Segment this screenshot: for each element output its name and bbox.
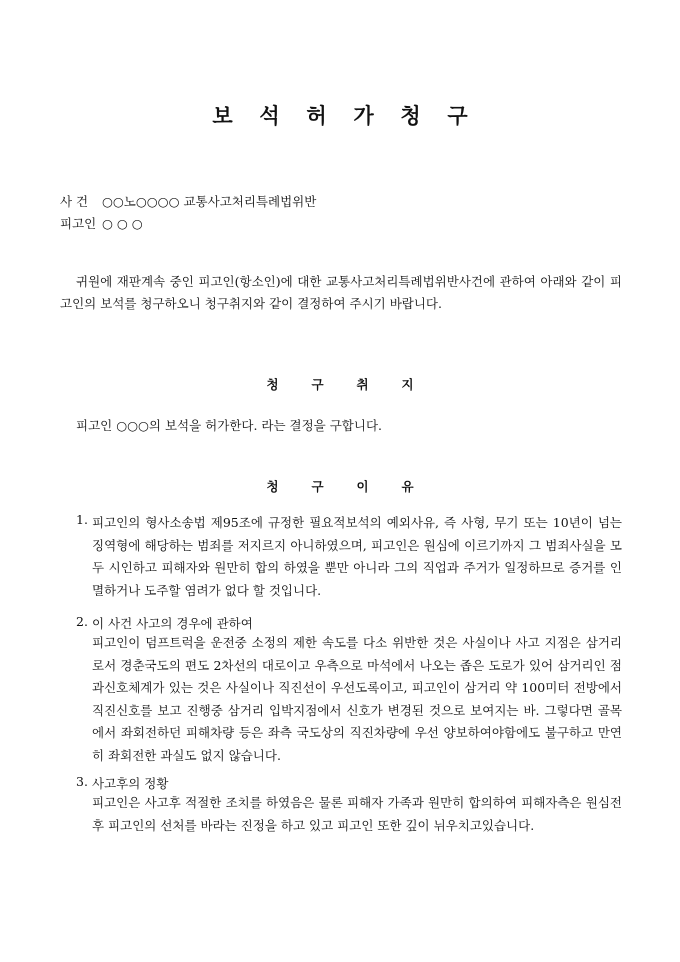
case-label: 사 건 xyxy=(60,194,89,209)
heading-char: 구 xyxy=(311,377,324,392)
title-char: 보 xyxy=(212,103,233,128)
title-char: 구 xyxy=(447,103,468,128)
reason-number: 2. xyxy=(76,614,88,629)
reason-item-1 xyxy=(76,512,622,602)
heading-char: 취 xyxy=(356,377,369,392)
reason-item-2 xyxy=(76,614,622,767)
title-char: 허 xyxy=(306,103,327,128)
purpose-heading xyxy=(0,375,680,393)
intro-paragraph: 귀원에 재판계속 중인 피고인(항소인)에 대한 교통사고처리특례법위반사건에 관하여 아래와 같이 피고인의 보석를 청구하오니 청구취지와 같이 결정하여 주시기 바랍니다. xyxy=(60,274,622,311)
heading-char: 유 xyxy=(401,479,414,494)
defendant-label: 피고인 xyxy=(60,216,97,231)
title-char: 가 xyxy=(353,103,374,128)
reason-text: 피고인의 형사소송법 제95조에 규정한 필요적보석의 예외사유, 즉 사형, 무기 또는 10년이 넘는 징역형에 해당하는 범죄를 저지르지 아니하였으며, 피고인은 원심에 이르기까지 그 범죄사실을 모두 시인하고 피해자와 원만히 합의 하였을 뿐만 아니라 그의 직업과 주거가 일정하므로 증거를 인멸하거나 도주할 염려가 없다 할 것입니다. xyxy=(92,515,622,598)
case-value: ○○노○○○○ 교통사고처리특례법위반 xyxy=(101,194,317,209)
title-char: 석 xyxy=(259,103,280,128)
heading-char: 청 xyxy=(266,377,279,392)
case-line xyxy=(60,193,316,211)
reason-item-3 xyxy=(76,774,622,837)
defendant-value: ○ ○ ○ xyxy=(101,216,143,231)
heading-char: 지 xyxy=(401,377,414,392)
reason-title: 사고후의 정황 xyxy=(92,776,169,791)
document-title xyxy=(0,100,680,130)
defendant-line xyxy=(60,215,143,233)
purpose-text: 피고인 ○○○의 보석을 허가한다. 라는 결정을 구합니다. xyxy=(76,418,383,433)
title-char: 청 xyxy=(400,103,421,128)
reason-text: 피고인이 덤프트럭을 운전중 소정의 제한 속도를 다소 위반한 것은 사실이나 사고 지점은 삼거리로서 경춘국도의 편도 2차선의 대로이고 우측으로 마석에서 나오는 좁은 도로가 있어 삼거리인 점과신호체계가 있는 것은 사실이나 직진선이 우선도록이고, 피고인이 삼거리 약 100미터 전방에서 직진신호를 보고 진행중 삼거리 입박지점에서 신호가 변경된 것으로 보여지는 바. 그렇다면 골목에서 좌회전하던 피해차량 등은 좌측 국도상의 직진차량에 우선 양보하여야함에도 불구하고 만연히 좌회전한 과실도 없지 않습니다. xyxy=(92,635,622,763)
reason-text: 피고인은 사고후 적절한 조치를 하였음은 물론 피해자 가족과 원만히 합의하여 피해자측은 원심전후 피고인의 선처를 바라는 진정을 하고 있고 피고인 또한 깊이 뉘우치고있습니다. xyxy=(92,795,622,833)
reason-number: 3. xyxy=(76,774,88,789)
reason-number: 1. xyxy=(76,512,88,527)
reason-title: 이 사건 사고의 경우에 관하여 xyxy=(92,616,253,631)
heading-char: 이 xyxy=(356,479,369,494)
heading-char: 구 xyxy=(311,479,324,494)
reasons-heading xyxy=(0,477,680,495)
heading-char: 청 xyxy=(266,479,279,494)
